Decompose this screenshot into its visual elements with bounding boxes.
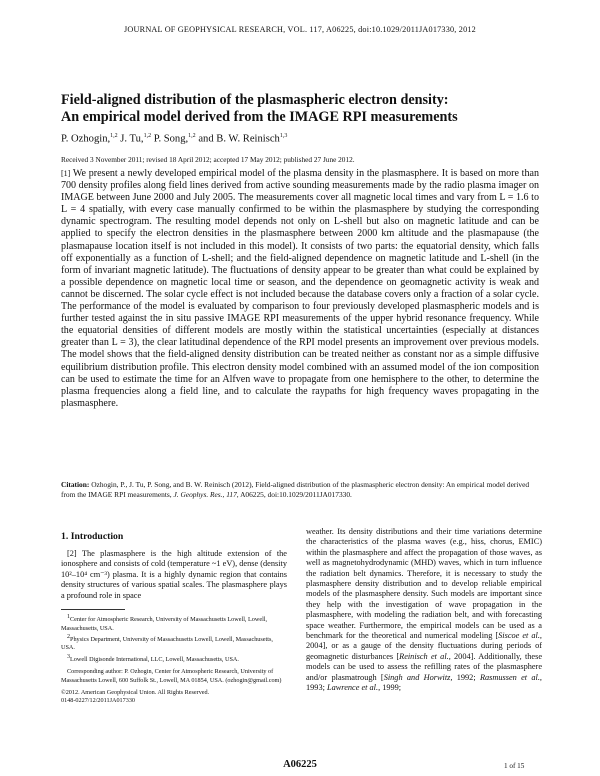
citation-text-1: Ozhogin, P., J. Tu, P. Song, and B. W. Reinisch (2012), Field-aligned distribution of the plasmaspheric electron density: An empirical model derived from the IMAGE RPI measurements, — [61, 480, 530, 499]
intro-paragraph-mark: [2] — [67, 549, 77, 558]
page-number: 1 of 15 — [504, 762, 525, 770]
issn-code: 0148-0227/12/2011JA017330 — [61, 697, 136, 705]
intro-continued-text-3: , 2004]. Additionally, these models can be used to assess the refilling rates of the plasmasphere and/or plasmatrough [ — [306, 651, 543, 682]
reference-lawrence: Lawrence et al. — [326, 683, 379, 693]
affiliations — [61, 613, 287, 706]
author-4-affil: 1,3 — [279, 133, 288, 139]
section-heading-introduction: 1. Introduction — [61, 531, 124, 542]
intro-continued-text-4: , 1992; — [450, 672, 480, 682]
citation-label: Citation: — [61, 480, 90, 489]
reference-rasmussen: Rasmussen et al. — [479, 672, 540, 682]
abstract-paragraph-mark: [1] — [61, 169, 71, 178]
title-line-2: An empirical model derived from the IMAGE RPI measurements — [61, 109, 458, 125]
author-3: P. Song, — [151, 133, 189, 145]
publication-dates: Received 3 November 2011; revised 18 April 2012; accepted 17 May 2012; published 27 June 2012. — [61, 155, 355, 164]
corresponding-author: Corresponding author: P. Ozhogin, Center for Atmospheric Research, University of Massachusetts Lowell, 600 Suffolk St., Lowell, MA 01854, USA. (ozhogin@gmail.com) — [61, 668, 282, 684]
affiliation-3-text: Lowell Digisonde International, LLC, Lowell, Massachusetts, USA. — [70, 655, 239, 663]
reference-reinisch: Reinisch et al. — [399, 651, 449, 661]
intro-paragraph — [61, 549, 287, 601]
affiliation-1 — [61, 613, 287, 633]
affiliation-1-text: Center for Atmospheric Research, University of Massachusetts Lowell, Lowell, Massachusetts, USA. — [61, 616, 268, 632]
intro-continued-paragraph — [306, 527, 542, 694]
author-1: P. Ozhogin, — [61, 133, 111, 145]
affiliation-2-marker: 2 — [67, 633, 70, 640]
intro-continued-text-1: weather. Its density distributions and their time variations determine the characteristics of the plasma waves (e.g., hiss, chorus, EMIC) within the plasmasphere and affect the propagation of those waves, as well as magnetohydrodynamic (MHD) waves, which in turn influence the radiation belt dynamics. Therefore, it is necessary to study the plasmasphere density distribution and to develop reliable empirical models of the plasmasphere density. Such models are important since they help with the investigation of wave propagation in the plasmasphere, with modeling the radiation belt, and with forecasting space weather. Furthermore, the empirical models can be used as a benchmark for the theoretical and numerical modeling [ — [306, 527, 542, 641]
author-2-affil: 1,2 — [143, 133, 152, 139]
intro-continued-text-5: , 1993; — [306, 672, 542, 693]
reference-siscoe: Siscoe et al. — [498, 631, 540, 641]
affiliation-3-marker: 3 — [67, 653, 70, 660]
article-id: A06225 — [283, 759, 317, 770]
affiliation-2-text: Physics Department, University of Massachusetts Lowell, Lowell, Massachusetts, USA. — [61, 635, 273, 652]
intro-continued-text-2: , 2004], or as a gauge of the density fluctuations during periods of geomagnetic disturbances [ — [306, 631, 542, 661]
affiliation-3 — [61, 653, 287, 664]
paper-title — [61, 92, 561, 126]
citation-journal: J. Geophys. Res., 117, — [173, 490, 239, 499]
citation-text-2: A06225, doi:10.1029/2011JA017330. — [238, 490, 352, 499]
reference-singh-horwitz: Singh and Horwitz — [383, 672, 451, 682]
intro-continued-text-6: , 1999; — [378, 683, 402, 693]
running-head: JOURNAL OF GEOPHYSICAL RESEARCH, VOL. 117, A06225, doi:10.1029/2011JA017330, 2012 — [124, 25, 476, 34]
intro-text: The plasmasphere is the high altitude extension of the ionosphere and consists of cold (temperature ~1 eV), dense (density 10²–10⁴ cm⁻³) plasma. It is a highly dynamic region that contains density structures of various spatial scales. The plasmasphere plays a profound role in space — [61, 549, 287, 600]
copyright-notice: ©2012. American Geophysical Union. All Rights Reserved. — [61, 689, 210, 697]
affiliation-1-marker: 1 — [67, 614, 70, 621]
left-column — [61, 527, 287, 706]
author-2: J. Tu, — [117, 133, 144, 145]
citation — [61, 480, 543, 500]
right-column — [306, 527, 542, 694]
author-list — [61, 133, 287, 145]
abstract-text: We present a newly developed empirical model of the plasma density in the plasmasphere. It is based on more than 700 density profiles along field lines derived from active sounding measurements made by the radio plasma imager on IMAGE between June 2000 and July 2005. The measurements cover all magnetic local times and vary from L = 1.6 to L = 4 spatially, with every case manually confirmed to be within the plasmasphere by studying the corresponding dynamic spectrogram. The resulting model depends not only on L-shell but also on magnetic latitude and can be applied to specify the electron densities in the plasmasphere between 2000 km altitude and the plasmapause (the plasmapause location itself is not included in this model). It consists of two parts: the equatorial density, which falls off exponentially as a function of L-shell; and the field-aligned dependence on magnetic latitude and L-shell (in the form of invariant magnetic latitude). The fluctuations of density appear to be greater than what could be explained by a possible dependence on magnetic local time or season, and the dependence on geomagnetic activity is weak and cannot be discerned. The solar cycle effect is not included because the database covers only a fraction of a solar cycle. The performance of the model is evaluated by comparison to four previously developed plasmaspheric models and is further tested against the in situ passive IMAGE RPI measurements of the upper hybrid resonance frequency. While the equatorial densities of different models are mostly within the statistical uncertainties (especially at distances greater than L = 3), the clear latitudinal dependence of the RPI model presents an improvement over previous models. The model shows that the field-aligned density distribution can be treated neither as constant nor as a simple diffusive equilibrium distribution profile. This electron density model combined with an assumed model of the ion composition can be used to estimate the time for an Alfven wave to propagate from one hemisphere to the other, to determine the plasma frequencies along a field line, and to calculate the raypaths for high frequency waves propagating in the plasmasphere. — [61, 168, 539, 409]
title-line-1: Field-aligned distribution of the plasmaspheric electron density: — [61, 92, 449, 108]
affiliation-2 — [61, 633, 287, 653]
author-4: and B. W. Reinisch — [195, 133, 280, 145]
footnote-divider — [61, 609, 125, 610]
author-1-affil: 1,2 — [110, 133, 118, 139]
author-3-affil: 1,2 — [188, 133, 196, 139]
abstract — [61, 168, 539, 410]
